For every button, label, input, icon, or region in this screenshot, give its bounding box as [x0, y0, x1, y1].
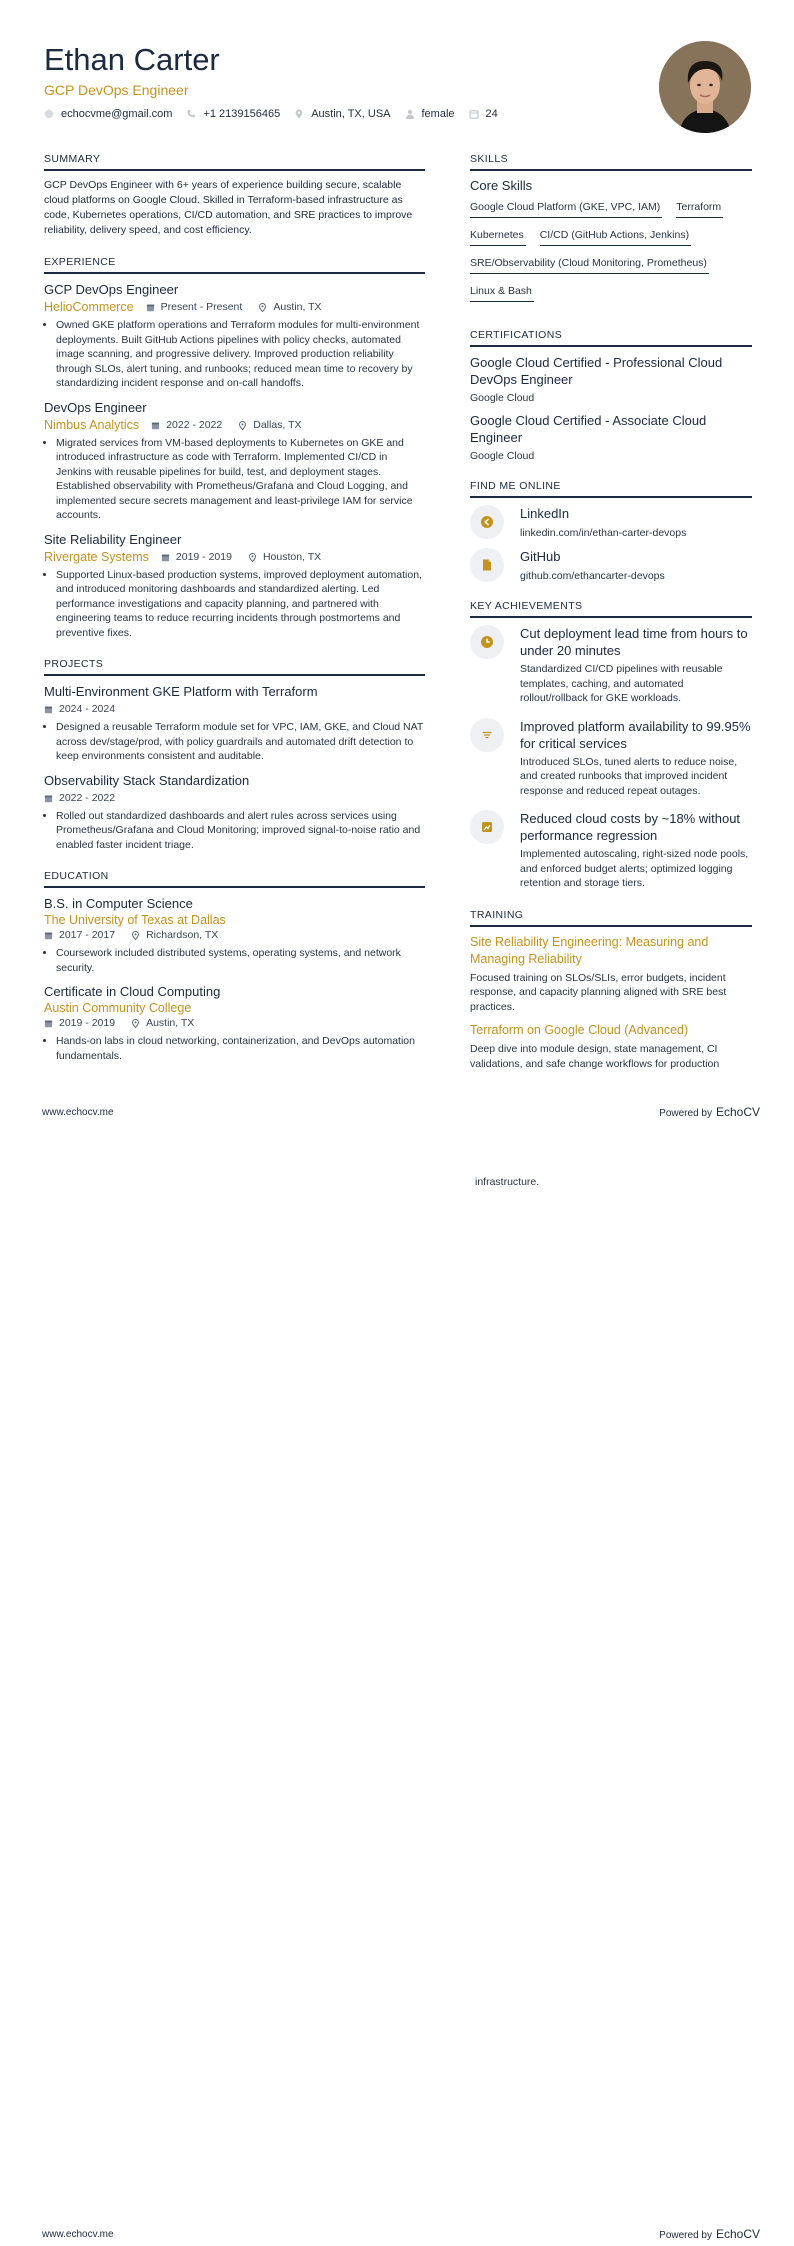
- job-dates-text: 2019 - 2019: [175, 550, 232, 563]
- filter-icon: [470, 718, 504, 752]
- certification-title: Google Cloud Certified - Associate Cloud Engineer: [470, 413, 707, 445]
- contact-location-text: Austin, TX, USA: [311, 108, 391, 120]
- company-name: Nimbus Analytics: [44, 417, 140, 432]
- job-location-text: Austin, TX: [273, 301, 322, 313]
- job-dates: [161, 549, 232, 566]
- summary-text: GCP DevOps Engineer with 6+ years of experience building secure, scalable cloud platforms on Google Cloud. Skilled in Terraform-based infrastructure as code, Kubernetes operations, CI/CD automation, and SRE practices to improve reliability, delivery speed, and cost efficiency.: [44, 179, 413, 236]
- achievements-section: [470, 600, 752, 891]
- linkedin-icon: [470, 505, 504, 539]
- project-title: Observability Stack Standardization: [44, 772, 250, 788]
- projects-section: [44, 658, 425, 852]
- achievement-desc: Implemented autoscaling, right-sized node pools, and enforced budget alerts; optimized logging retention and storage tiers.: [520, 848, 749, 889]
- experience-entry: [44, 531, 425, 641]
- job-bullet: • Migrated services from VM-based deployments to Kubernetes on GKE and introduced infrastructure as code with Terraform. Implemented CI/CD in Jenkins with reusable pipelines for build, test, and deployment stages. Established observability with Prometheus/Grafana and Cloud Logging, and implemented secure secrets management and least-privilege IAM for service accounts.: [56, 436, 425, 523]
- resume-header: [44, 40, 644, 120]
- github-icon: [470, 548, 504, 582]
- skill-tag: CI/CD (GitHub Actions, Jenkins): [540, 227, 691, 246]
- achievement-text: [520, 718, 752, 799]
- calendar-icon: [44, 1019, 53, 1028]
- calendar-icon: [44, 794, 53, 803]
- experience-entry: [44, 399, 425, 523]
- education-dates-text: 2019 - 2019: [59, 1017, 116, 1029]
- company-name: HelioCommerce: [44, 300, 134, 314]
- contact-phone[interactable]: [186, 108, 280, 120]
- job-meta: [44, 417, 425, 434]
- contact-age-text: 24: [485, 108, 498, 120]
- location-icon: [248, 553, 257, 562]
- project-meta: [44, 701, 425, 718]
- candidate-name: Ethan Carter: [44, 42, 220, 77]
- education-dates-text: 2017 - 2017: [59, 929, 116, 941]
- calendar-icon: [151, 421, 160, 430]
- skills-list: [470, 199, 752, 311]
- achievement-title: Cut deployment lead time from hours to under 20 minutes: [520, 626, 748, 658]
- job-bullets: [44, 318, 425, 391]
- location-icon: [258, 303, 267, 312]
- candidate-role: GCP DevOps Engineer: [44, 82, 189, 98]
- education-location: [131, 1015, 194, 1032]
- job-location: [238, 417, 301, 434]
- skills-heading: SKILLS: [470, 153, 752, 171]
- certifications-section: [470, 329, 752, 462]
- contact-age: [469, 108, 498, 120]
- project-bullet: • Designed a reusable Terraform module set for VPC, IAM, GKE, and Cloud NAT across dev/stage/prod, with policy guardrails and automated drift detection to keep environments consistent and auditable.: [56, 720, 425, 764]
- powered-label: Powered by: [659, 1108, 712, 1119]
- degree-title: Certificate in Cloud Computing: [44, 984, 221, 999]
- skill-tag: Kubernetes: [470, 227, 526, 246]
- calendar-icon: [161, 553, 170, 562]
- job-dates: [151, 417, 222, 434]
- online-url[interactable]: github.com/ethancarter-devops: [520, 570, 665, 582]
- page-footer: [42, 2227, 760, 2241]
- project-dates: [44, 790, 115, 807]
- education-bullets: [44, 1034, 425, 1063]
- education-bullet: • Coursework included distributed systems, operating systems, and network security.: [56, 946, 425, 975]
- project-dates-text: 2024 - 2024: [59, 703, 116, 715]
- online-section: [470, 480, 752, 582]
- job-bullet: • Owned GKE platform operations and Terraform modules for multi-environment deployments. Built GitHub Actions pipelines with policy checks, automated image scanning, and progressive delivery. Improved production reliability through SLOs, alert tuning, and runbooks; reduced mean time to recovery by standardizing incident response and on-call handoffs.: [56, 318, 425, 391]
- skills-section: [470, 153, 752, 311]
- clock-icon: [470, 625, 504, 659]
- job-title: Site Reliability Engineer: [44, 531, 182, 547]
- achievement-text: [520, 810, 752, 891]
- education-location-text: Richardson, TX: [146, 929, 219, 941]
- project-entry: [44, 772, 425, 853]
- avatar: [659, 41, 751, 133]
- powered-by: [659, 1105, 760, 1119]
- education-entry: [44, 895, 425, 975]
- project-entry: [44, 683, 425, 764]
- calendar-icon: [469, 109, 479, 119]
- achievement-text: [520, 625, 752, 706]
- footer-site-link[interactable]: www.echocv.me: [42, 2228, 114, 2240]
- summary-heading: SUMMARY: [44, 153, 425, 171]
- brand-echo: Echo: [715, 2227, 744, 2241]
- job-dates-text: 2022 - 2022: [166, 418, 223, 431]
- brand-cv: CV: [743, 1105, 760, 1119]
- contact-email-text: echocvme@gmail.com: [61, 108, 173, 120]
- experience-section: [44, 256, 425, 640]
- phone-icon: [186, 109, 196, 119]
- experience-entry: [44, 281, 425, 391]
- degree-title: B.S. in Computer Science: [44, 896, 193, 911]
- contact-gender: [405, 108, 455, 120]
- achievement-desc: Introduced SLOs, tuned alerts to reduce noise, and created runbooks that improved incident response and reduced repeat outages.: [520, 755, 738, 797]
- summary-section: [44, 153, 425, 238]
- project-dates: [44, 701, 115, 718]
- certification-issuer: Google Cloud: [470, 450, 535, 462]
- job-bullets: [44, 568, 425, 641]
- online-url[interactable]: linkedin.com/in/ethan-carter-devops: [520, 527, 687, 539]
- education-entry: [44, 983, 425, 1063]
- job-meta: [44, 549, 425, 566]
- education-bullet: • Hands-on labs in cloud networking, containerization, and DevOps automation fundamentals.: [56, 1034, 425, 1063]
- training-title: Terraform on Google Cloud (Advanced): [470, 1023, 689, 1037]
- education-bullets: [44, 946, 425, 975]
- footer-site-link[interactable]: www.echocv.me: [42, 1106, 114, 1118]
- achievements-heading: KEY ACHIEVEMENTS: [470, 600, 752, 618]
- education-meta: [44, 1015, 425, 1032]
- experience-heading: EXPERIENCE: [44, 256, 425, 274]
- skill-tag: Linux & Bash: [470, 283, 534, 302]
- contact-location: [294, 108, 390, 120]
- page-footer: [42, 1105, 760, 1119]
- training-overflow-text: infrastructure.: [475, 1176, 540, 1188]
- achievement-desc: Standardized CI/CD pipelines with reusable templates, caching, and automated rollout/rollback for GKE workloads.: [520, 663, 723, 704]
- certification-issuer: Google Cloud: [470, 392, 535, 404]
- achievement-item: [470, 810, 752, 891]
- project-title: Multi-Environment GKE Platform with Terraform: [44, 684, 318, 699]
- achievement-item: [470, 625, 752, 706]
- certifications-heading: CERTIFICATIONS: [470, 329, 752, 347]
- echocv-logo[interactable]: [716, 1105, 760, 1119]
- job-dates-text: Present - Present: [160, 301, 243, 313]
- projects-heading: PROJECTS: [44, 658, 425, 676]
- job-location: [248, 549, 321, 566]
- training-title: Site Reliability Engineering: Measuring and Managing Reliability: [470, 934, 709, 966]
- training-desc: Deep dive into module design, state management, CI validations, and safe change workflows for production: [470, 1043, 720, 1070]
- skill-tag: Google Cloud Platform (GKE, VPC, IAM): [470, 199, 662, 218]
- project-bullet: • Rolled out standardized dashboards and alert rules across services using Prometheus/Grafana and Cloud Monitoring; improved signal-to-noise ratio and enabled faster incident triage.: [56, 809, 425, 853]
- location-icon: [131, 931, 140, 940]
- online-github-text: [520, 548, 665, 582]
- job-meta: [44, 299, 425, 316]
- left-column: [44, 153, 425, 1081]
- skills-group-title: Core Skills: [470, 178, 533, 193]
- powered-label: Powered by: [659, 2230, 712, 2241]
- project-dates-text: 2022 - 2022: [59, 791, 116, 804]
- training-desc: Focused training on SLOs/SLIs, error budgets, incident response, and capacity planning aligned with SRE best practices.: [470, 971, 727, 1013]
- education-meta: [44, 927, 425, 944]
- contact-row: [44, 108, 644, 120]
- education-dates: [44, 1015, 115, 1032]
- school-name: The University of Texas at Dallas: [44, 913, 226, 927]
- online-heading: FIND ME ONLINE: [470, 480, 752, 498]
- job-title: GCP DevOps Engineer: [44, 282, 179, 297]
- online-label: LinkedIn: [520, 506, 570, 521]
- contact-phone-text: +1 2139156465: [203, 108, 281, 120]
- location-icon: [131, 1019, 140, 1028]
- brand-echo: Echo: [715, 1105, 744, 1119]
- online-linkedin[interactable]: [470, 505, 752, 539]
- school-name: Austin Community College: [44, 1001, 192, 1015]
- job-location-text: Dallas, TX: [253, 418, 302, 431]
- location-icon: [294, 109, 304, 119]
- chart-icon: [470, 810, 504, 844]
- job-title: DevOps Engineer: [44, 399, 147, 415]
- project-meta: [44, 790, 425, 807]
- job-location-text: Houston, TX: [262, 550, 322, 563]
- online-github[interactable]: [470, 548, 752, 582]
- company-name: Rivergate Systems: [44, 549, 149, 564]
- online-label: GitHub: [520, 549, 561, 564]
- education-location-text: Austin, TX: [146, 1017, 195, 1029]
- calendar-icon: [44, 931, 53, 940]
- person-icon: [405, 109, 415, 119]
- achievement-title: Reduced cloud costs by ~18% without performance regression: [520, 811, 741, 843]
- project-bullets: [44, 720, 425, 764]
- right-column: [470, 153, 752, 1089]
- calendar-icon: [44, 705, 53, 714]
- job-bullets: [44, 436, 425, 523]
- job-bullet: • Supported Linux-based production systems, improved deployment automation, and introduced monitoring dashboards and standardized alerting. Led performance investigations and capacity planning, and partnered with engineering teams to reduce recurring incidents through postmortems and preventive fixes.: [56, 568, 425, 641]
- education-location: [131, 927, 218, 944]
- achievement-item: [470, 718, 752, 799]
- training-section: [470, 909, 752, 1072]
- project-bullets: [44, 809, 425, 853]
- training-heading: TRAINING: [470, 909, 752, 927]
- echocv-logo[interactable]: [716, 2227, 760, 2241]
- skill-tag: SRE/Observability (Cloud Monitoring, Prometheus): [470, 255, 709, 274]
- achievement-title: Improved platform availability to 99.95% for critical services: [520, 718, 751, 751]
- skill-tag: Terraform: [676, 199, 723, 218]
- education-section: [44, 870, 425, 1063]
- brand-cv: CV: [743, 2227, 760, 2241]
- email-icon: [44, 109, 54, 119]
- powered-by: [659, 2227, 760, 2241]
- certification-title: Google Cloud Certified - Professional Cloud DevOps Engineer: [470, 355, 723, 387]
- job-location: [258, 299, 321, 316]
- contact-gender-text: female: [421, 108, 455, 120]
- job-dates: [146, 299, 243, 316]
- education-heading: EDUCATION: [44, 870, 425, 888]
- education-dates: [44, 927, 115, 944]
- online-linkedin-text: [520, 505, 686, 539]
- contact-email[interactable]: [44, 108, 172, 120]
- location-icon: [238, 421, 247, 430]
- calendar-icon: [146, 303, 155, 312]
